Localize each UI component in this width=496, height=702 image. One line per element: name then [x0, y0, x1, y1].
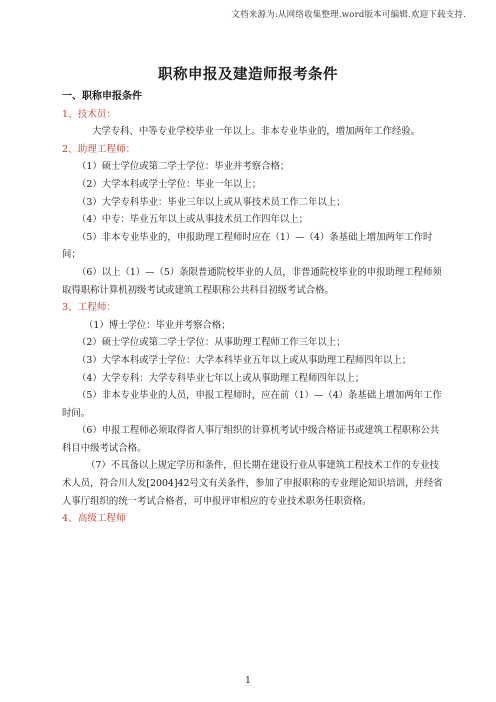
list-item: （4）大学专科：大学专科毕业七年以上或从事助理工程师四年以上；: [77, 372, 365, 384]
list-item: （3）大学本科或学士学位：大学本科毕业五年以上或从事助理工程师四年以上；: [77, 354, 412, 366]
subsection-heading: 2、助理工程师：: [62, 143, 136, 155]
subsection-heading: 1、技术员：: [62, 108, 117, 120]
header-note: 文档来源为:从网络收集整理.word版本可编辑.欢迎下载支持.: [231, 10, 466, 20]
list-item: （4）中专：毕业五年以上或从事技术员工作四年以上；: [77, 214, 308, 226]
list-item: （5）非本专业毕业的人员，申报工程师时，应在前（1）—（4）条基础上增加两年工作时间。: [62, 390, 442, 419]
list-item: （2）硕士学位或第二学士学位：从事助理工程师工作三年以上；: [77, 337, 346, 349]
paragraph: 大学专科、中等专业学校毕业一年以上。非本专业毕业的，增加两年工作经验。: [92, 126, 421, 138]
section-heading: 一、职称申报条件: [62, 91, 142, 102]
list-item: （2）大学本科或学士学位：毕业一年以上；: [77, 178, 262, 190]
list-item: （1）硕士学位或第二学士学位：毕业并考察合格；: [77, 161, 290, 173]
document-body: [62, 88, 444, 528]
list-item: （5）非本专业毕业的，申报助理工程师时应在（1）—（4）条基础上增加两年工作时间；: [62, 231, 433, 261]
document-title: 职称申报及建造师报考条件: [158, 66, 338, 83]
list-item: （1）博士学位：毕业并考察合格；: [84, 319, 231, 331]
list-item: （3）大学专科毕业：毕业三年以上或从事技术员工作二年以上；: [77, 196, 346, 208]
list-item: （7）不具备以上规定学历和条件，但长期在建设行业从事建筑工程技术工作的专业技术人员，符合川人发[2004]42号文有关条件，参加了申报职称的专业理论知识培训，并经省人事厅组织的统一考试合格者，可申报评审相应的专业技术职务任职资格。: [62, 460, 443, 507]
list-item: （6）申报工程师必须取得省人事厅组织的计算机考试中级合格证书或建筑工程职称公共科目中级考试合格。: [62, 425, 440, 454]
subsection-heading: 4、高级工程师: [62, 513, 126, 525]
subsection-heading: 3、工程师：: [62, 302, 117, 314]
page-number: 1: [245, 676, 251, 686]
list-item: （6）以上（1）—（5）条限普通院校毕业的人员，非普通院校毕业的申报助理工程师须取得职称计算机初级考试或建筑工程职称公共科目初级考试合格。: [62, 266, 442, 296]
